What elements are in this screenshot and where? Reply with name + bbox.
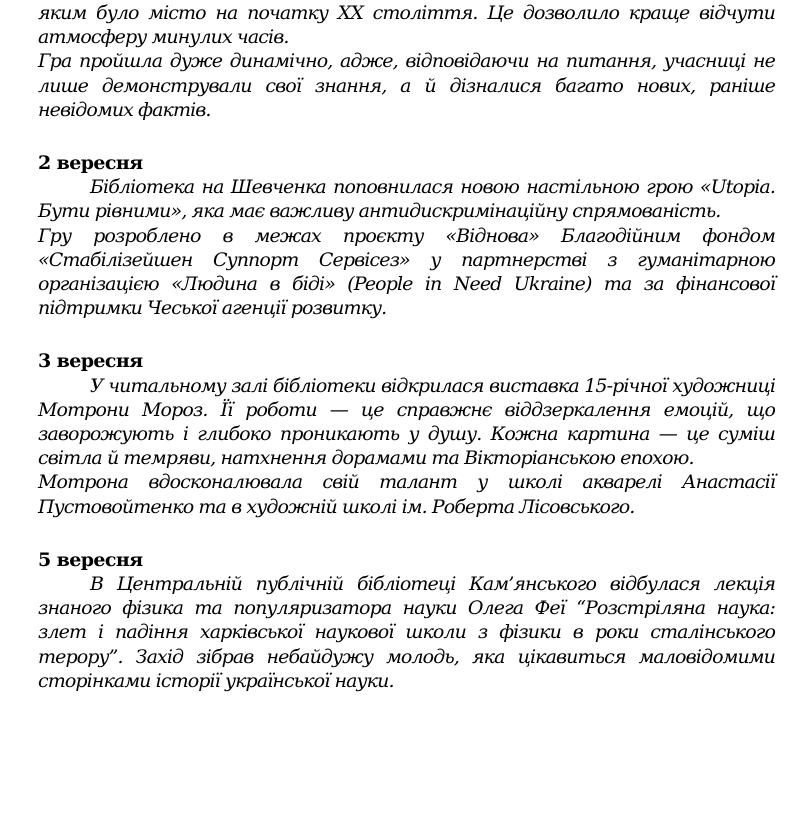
- section-paragraph: Мотрона вдосконалювала свій талант у школі акварелі Анастасії Пустовойтенко та в художній школі ім. Роберта Лісовського.: [38, 471, 775, 518]
- section-date-heading: 2 вересня: [38, 152, 143, 175]
- section-gap: [38, 122, 775, 151]
- section-paragraph: У читальному залі бібліотеки відкрилася виставка 15-річної художниці Мотрони Мороз. Її роботи — це справжнє віддзеркалення емоцій, що заворожують і глибоко проникають у душу. Кожна картина — це суміш світла й темряви, натхнення дорамами та Вікторіанською епохою.: [38, 374, 775, 470]
- section-gap: [38, 320, 775, 349]
- section-gap: [38, 519, 775, 548]
- section-paragraph: Гру розроблено в межах проєкту «Віднова» Благодійним фондом «Стабілізейшен Суппорт Сервісез» у партнерстві з гуманітарною організацією «Людина в біді» (People in Need Ukraine) та за фінансової підтримки Чеської агенції розвитку.: [38, 224, 775, 320]
- intro-paragraph: Гра пройшла дуже динамічно, адже, відповідаючи на питання, учасниці не лише демонстрували свої знання, а й дізналися багато нових, раніше невідомих фактів.: [38, 50, 775, 121]
- section-sept-5: [38, 548, 775, 693]
- section-date-heading: 5 вересня: [38, 548, 143, 571]
- document-page: [38, 1, 775, 693]
- section-paragraph: В Центральній публічній бібліотеці Кам’янського відбулася лекція знаного фізика та популяризатора науки Олега Феї “Розстріляна наука: злет і падіння харківської наукової школи з фізики в роки сталінського терору”. Захід зібрав небайдужу молодь, яка цікавиться маловідомими сторінками історії української науки.: [38, 573, 775, 692]
- section-paragraph: Бібліотека на Шевченка поповнилася новою настільною грою «Utopia. Бути рівними», яка має важливу антидискримінаційну спрямованість.: [38, 176, 775, 223]
- section-sept-2: [38, 151, 775, 320]
- section-date-heading: 3 вересня: [38, 350, 143, 373]
- section-sept-3: [38, 349, 775, 518]
- intro-paragraph: яким було місто на початку ХХ століття. Це дозволило краще відчути атмосферу минулих часів.: [38, 2, 775, 49]
